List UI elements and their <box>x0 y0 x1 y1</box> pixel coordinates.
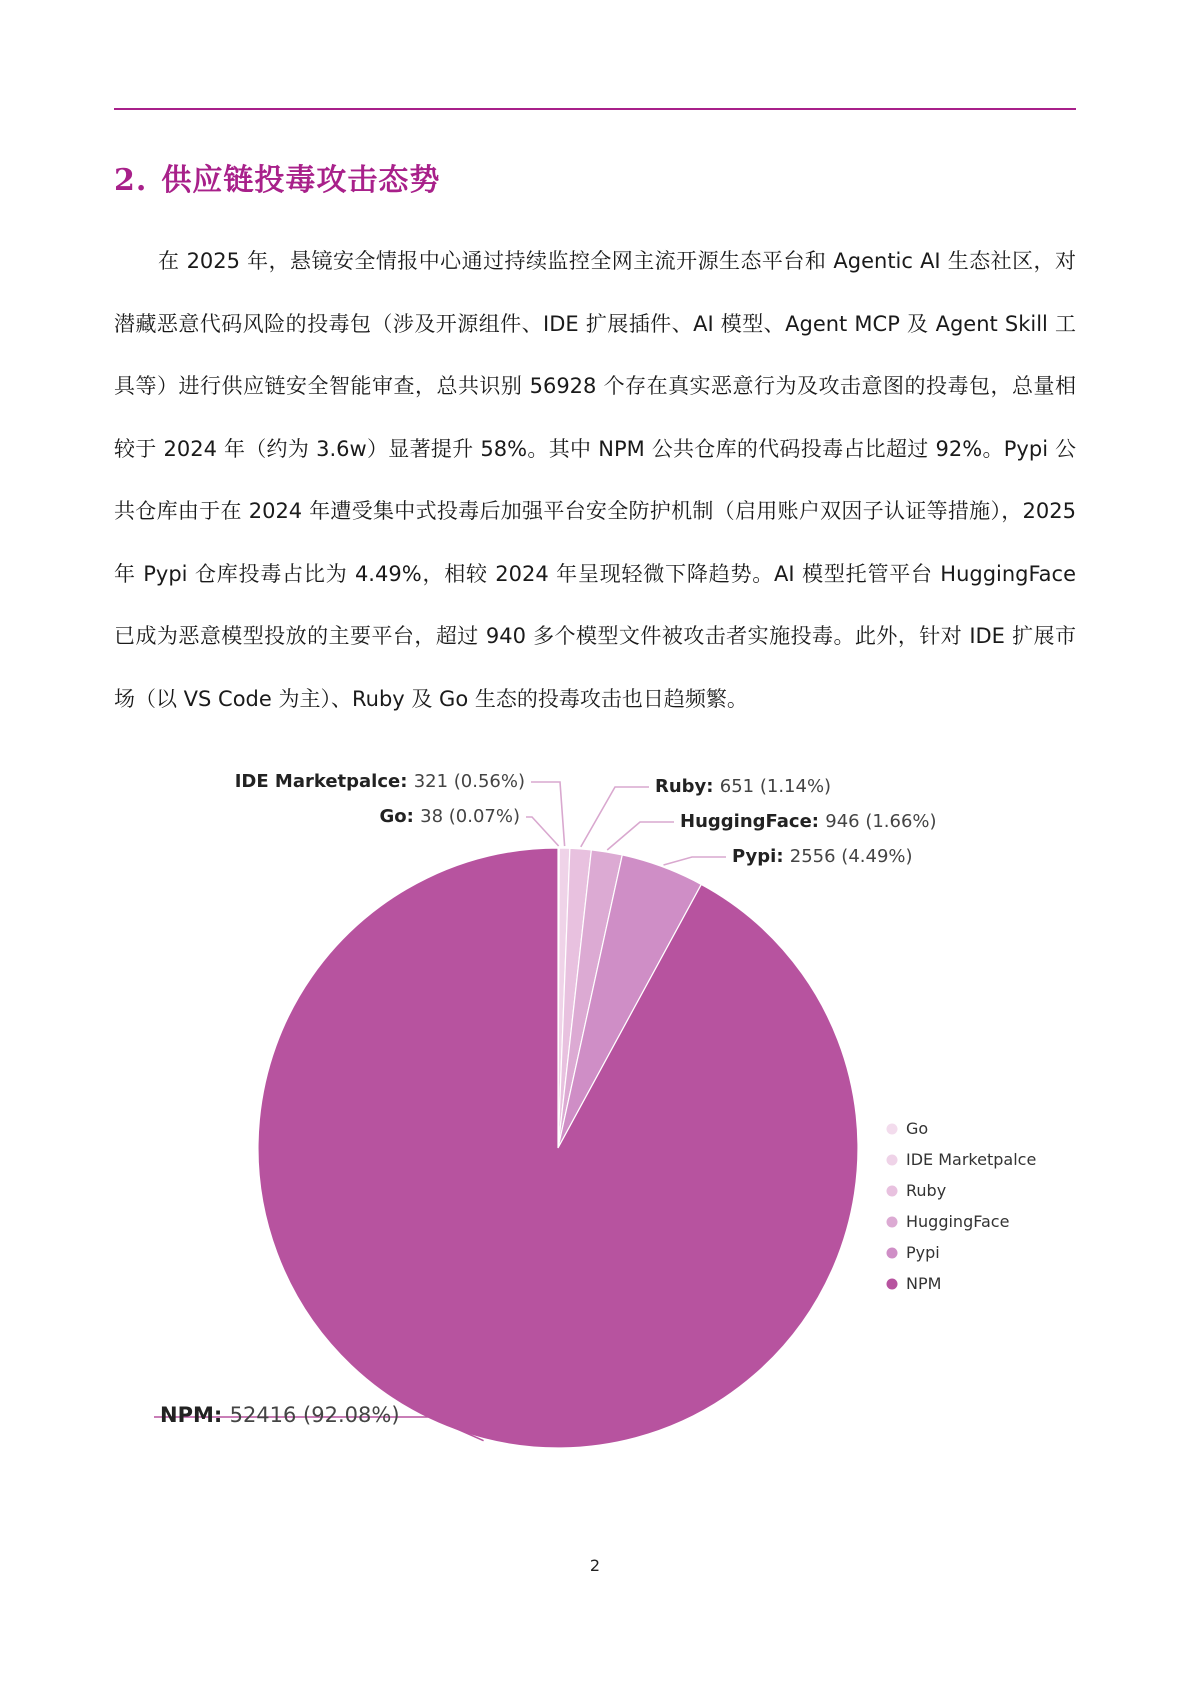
data-label-pypi: Pypi: 2556 (4.49%) <box>732 846 913 867</box>
legend-swatch-ruby <box>887 1186 898 1197</box>
section-number: 2. <box>114 163 148 198</box>
legend-swatch-ide-marketpalce <box>887 1155 898 1166</box>
legend-label-ruby: Ruby <box>906 1181 947 1200</box>
section-title-text: 供应链投毒攻击态势 <box>161 163 441 198</box>
legend-label-ide-marketpalce: IDE Marketpalce <box>906 1150 1037 1169</box>
legend-label-go: Go <box>906 1119 929 1138</box>
legend-swatch-huggingface <box>887 1217 898 1228</box>
section-title <box>114 155 440 199</box>
legend-swatch-npm <box>887 1279 898 1290</box>
data-label-ruby: Ruby: 651 (1.14%) <box>655 776 832 797</box>
leader-line-go <box>526 817 559 846</box>
data-label-go: Go: 38 (0.07%) <box>379 806 520 827</box>
legend-swatch-pypi <box>887 1248 898 1259</box>
pie-chart <box>0 730 1190 1490</box>
page-number: 2 <box>589 1556 601 1575</box>
legend-swatch-go <box>887 1124 898 1135</box>
header-rule <box>114 108 1076 110</box>
legend-label-pypi: Pypi <box>906 1243 940 1262</box>
leader-line-ide-marketpalce <box>531 782 565 846</box>
legend-label-huggingface: HuggingFace <box>906 1212 1010 1231</box>
body-paragraph: 在 2025 年，悬镜安全情报中心通过持续监控全网主流开源生态平台和 Agentic AI 生态社区，对潜藏恶意代码风险的投毒包（涉及开源组件、IDE 扩展插件、AI 模型、Agent MCP 及 Agent Skill 工具等）进行供应链安全智能审查，总共识别 56928 个存在真实恶意行为及攻击意图的投毒包，总量相较于 2024 年（约为 3.6w）显著提升 58%。其中 NPM 公共仓库的代码投毒占比超过 92%。Pypi 公共仓库由于在 2024 年遭受集中式投毒后加强平台安全防护机制（启用账户双因子认证等措施），2025 年 Pypi 仓库投毒占比为 4.49%，相较 2024 年呈现轻微下降趋势。AI 模型托管平台 HuggingFace 已成为恶意模型投放的主要平台，超过 940 多个模型文件被攻击者实施投毒。此外，针对 IDE 扩展市场（以 VS Code 为主）、Ruby 及 Go 生态的投毒攻击也日趋频繁。 <box>114 249 1076 711</box>
leader-line-ruby <box>581 787 649 847</box>
legend-label-npm: NPM <box>906 1274 942 1293</box>
data-label-npm: NPM: 52416 (92.08%) <box>160 1403 400 1427</box>
leader-line-pypi <box>664 857 726 865</box>
pie-slice-npm <box>258 848 858 1448</box>
leader-line-huggingface <box>607 822 674 850</box>
pie-chart-svg <box>0 730 1190 1490</box>
data-label-huggingface: HuggingFace: 946 (1.66%) <box>680 811 937 832</box>
data-label-ide-marketpalce: IDE Marketpalce: 321 (0.56%) <box>234 771 525 792</box>
